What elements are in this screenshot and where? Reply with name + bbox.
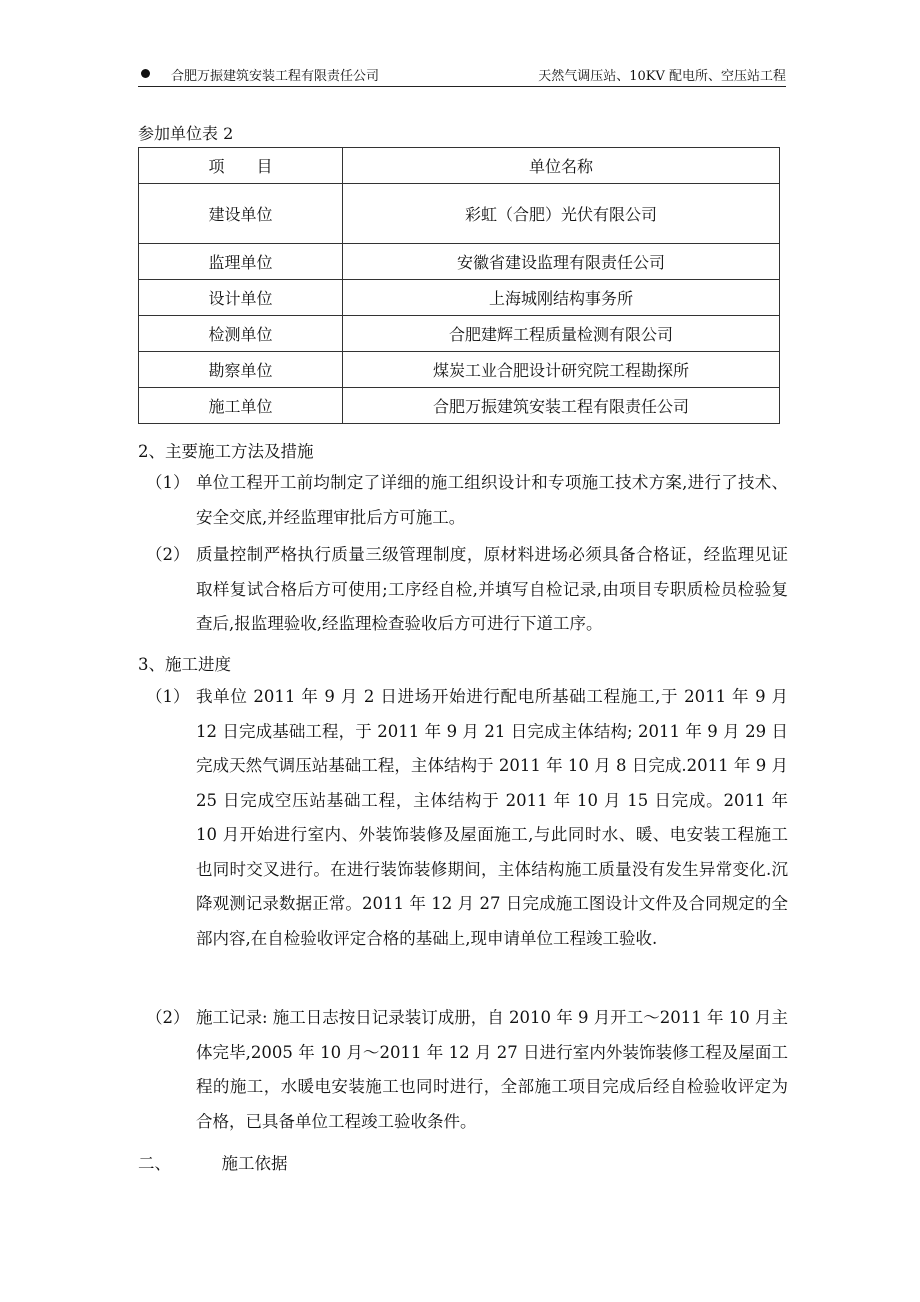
row-label: 检测单位 [139, 316, 343, 352]
list-item [138, 1001, 788, 1139]
item-number: （2） [146, 1008, 190, 1027]
table-row [139, 388, 780, 424]
item-text: 质量控制严格执行质量三级管理制度，原材料进场必须具备合格证，经监理见证取样复试合格后方可使用;工序经自检,并填写自检记录,由项目专职质检员检验复查后,报监理验收,经监理检查验收后方可进行下道工序。 [196, 545, 788, 633]
header-cell-name: 单位名称 [343, 148, 780, 184]
section-title-methods: 2、主要施工方法及措施 [138, 442, 314, 461]
units-table [138, 147, 780, 424]
table-row [139, 280, 780, 316]
table-row [139, 184, 780, 244]
row-label: 设计单位 [139, 280, 343, 316]
list-item [138, 680, 788, 956]
list-item [138, 538, 788, 642]
row-label: 勘察单位 [139, 352, 343, 388]
row-value: 安徽省建设监理有限责任公司 [343, 244, 780, 280]
list-item [138, 466, 788, 535]
bullet-icon [141, 69, 150, 78]
section-title: 施工依据 [221, 1154, 288, 1173]
row-value: 上海城刚结构事务所 [343, 280, 780, 316]
page-header [138, 64, 786, 87]
table-row [139, 244, 780, 280]
table-row [139, 352, 780, 388]
row-value: 合肥万振建筑安装工程有限责任公司 [343, 388, 780, 424]
table-caption: 参加单位表 2 [138, 124, 234, 143]
header-cell-item: 项 目 [139, 148, 343, 184]
row-label: 施工单位 [139, 388, 343, 424]
row-value: 合肥建辉工程质量检测有限公司 [343, 316, 780, 352]
row-label: 建设单位 [139, 184, 343, 244]
row-value: 彩虹（合肥）光伏有限公司 [343, 184, 780, 244]
row-value: 煤炭工业合肥设计研究院工程勘探所 [343, 352, 780, 388]
table-header-row [139, 148, 780, 184]
header-project: 天然气调压站、10KV 配电所、空压站工程 [538, 69, 786, 84]
item-number: （2） [146, 545, 190, 564]
item-number: （1） [146, 687, 190, 706]
item-text: 单位工程开工前均制定了详细的施工组织设计和专项施工技术方案,进行了技术、安全交底,并经监理审批后方可施工。 [196, 473, 788, 527]
item-text: 我单位 2011 年 9 月 2 日进场开始进行配电所基础工程施工,于 2011 年 9 月 12 日完成基础工程，于 2011 年 9 月 21 日完成主体结构; 2011 年 9 月 29 日完成天然气调压站基础工程，主体结构于 2011 年 10 月 8 日完成.2011 年 9 月 25 日完成空压站基础工程，主体结构于 2011 年 10 月 15 日完成。2011 年 10 月开始进行室内、外装饰装修及屋面施工,与此同时水、暖、电安装工程施工也同时交叉进行。在进行装饰装修期间，主体结构施工质量没有发生异常变化.沉降观测记录数据正常。2011 年 12 月 27 日完成施工图设计文件及合同规定的全部内容,在自检验收评定合格的基础上,现申请单位工程竣工验收. [196, 687, 788, 948]
item-text: 施工记录: 施工日志按日记录装订成册，自 2010 年 9 月开工～2011 年 10 月主体完毕,2005 年 10 月～2011 年 12 月 27 日进行室内外装饰装修工程及屋面工程的施工，水暖电安装施工也同时进行，全部施工项目完成后经自检验收评定为合格，已具备单位工程竣工验收条件。 [196, 1008, 788, 1131]
header-company: 合肥万振建筑安装工程有限责任公司 [171, 69, 380, 84]
item-number: （1） [146, 473, 190, 492]
row-label: 监理单位 [139, 244, 343, 280]
section-number: 二、 [138, 1154, 171, 1173]
table-row [139, 316, 780, 352]
section-title-progress: 3、施工进度 [138, 655, 231, 674]
section-heading-basis [138, 1150, 288, 1174]
